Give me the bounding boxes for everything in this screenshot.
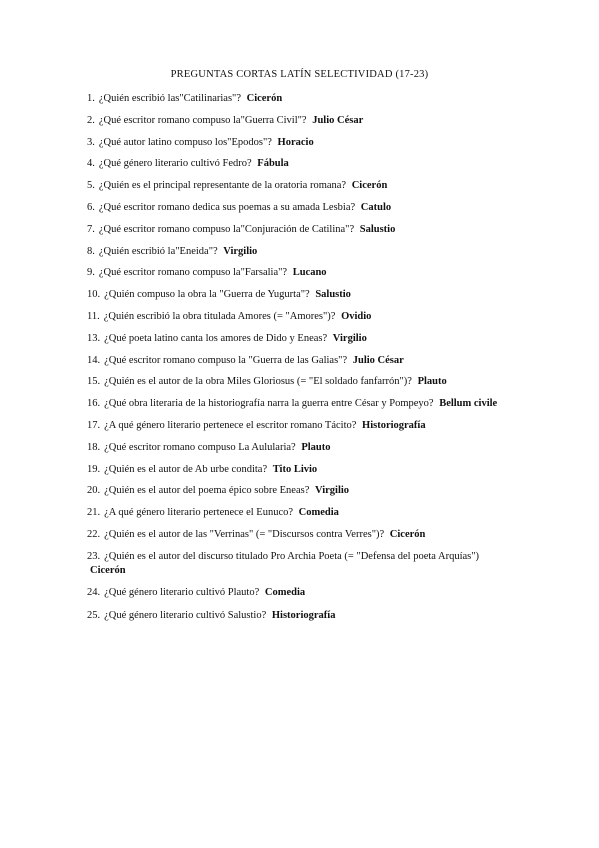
question-text: ¿Qué escritor romano dedica sus poemas a su amada Lesbia? bbox=[98, 201, 356, 213]
answer-text: Virgilio bbox=[315, 485, 350, 497]
question-item bbox=[87, 441, 517, 455]
question-item bbox=[87, 528, 517, 542]
question-text: ¿Qué género literario cultivó Salustio? bbox=[104, 609, 267, 621]
answer-text: Cicerón bbox=[351, 180, 388, 192]
answer-text: Julio César bbox=[312, 114, 364, 126]
question-item bbox=[87, 375, 517, 389]
question-number: 1. bbox=[87, 93, 95, 104]
question-number: 5. bbox=[87, 180, 95, 192]
question-text: ¿Quién es el autor del poema épico sobre Eneas? bbox=[104, 485, 310, 497]
question-text: ¿Quién compuso la obra la "Guerra de Yugurta"? bbox=[104, 289, 310, 301]
page-title: PREGUNTAS CORTAS LATÍN SELECTIVIDAD (17-23) bbox=[170, 69, 429, 80]
answer-text: Julio César bbox=[352, 354, 404, 366]
question-text: ¿Quién escribió la"Eneida"? bbox=[98, 245, 218, 257]
question-number: 23. bbox=[87, 550, 101, 562]
question-text: ¿Quién es el autor de Ab urbe condita? bbox=[104, 463, 268, 475]
question-item bbox=[87, 92, 517, 106]
answer-text: Salustio bbox=[359, 223, 396, 235]
question-number: 25. bbox=[87, 609, 101, 621]
answer-text: Tito Livio bbox=[272, 463, 318, 475]
answer-text: Comedia bbox=[298, 507, 339, 519]
question-number: 18. bbox=[87, 441, 101, 453]
question-number: 4. bbox=[87, 158, 95, 170]
answer-text: Virgilio bbox=[332, 332, 367, 344]
question-number: 20. bbox=[87, 485, 101, 497]
question-number: 16. bbox=[87, 398, 101, 410]
answer-text: Horacio bbox=[277, 136, 314, 148]
question-number: 7. bbox=[87, 223, 95, 235]
question-number: 3. bbox=[87, 136, 95, 148]
question-text: ¿Qué escritor romano compuso la "Guerra de las Galias"? bbox=[104, 354, 348, 366]
answer-text: Catulo bbox=[360, 201, 392, 213]
question-text: ¿Qué obra literaria de la historiografía narra la guerra entre César y Pompeyo? bbox=[104, 398, 434, 410]
question-item bbox=[87, 550, 517, 578]
question-number: 8. bbox=[87, 245, 95, 257]
answer-text: Cicerón bbox=[389, 528, 426, 540]
answer-text: Virgilio bbox=[223, 245, 258, 257]
question-item bbox=[87, 266, 517, 280]
question-item bbox=[87, 506, 517, 520]
question-number: 22. bbox=[87, 528, 101, 540]
question-text: ¿Qué escritor romano compuso la"Farsalia"? bbox=[98, 267, 288, 279]
question-number: 24. bbox=[87, 586, 101, 598]
question-item bbox=[87, 630, 517, 644]
answer-text: Bellum civile bbox=[439, 398, 498, 410]
question-item bbox=[87, 484, 517, 498]
question-number: 21. bbox=[87, 507, 101, 519]
question-item bbox=[87, 157, 517, 171]
question-text: ¿Qué escritor romano compuso la"Conjuración de Catilina"? bbox=[98, 223, 355, 235]
question-item bbox=[87, 223, 517, 237]
question-text: ¿Quién escribió las"Catilinarias"? bbox=[98, 93, 241, 104]
question-text: ¿Quién es el autor de las "Verrinas" (= "Discursos contra Verres")? bbox=[104, 528, 385, 540]
question-text: ¿Quién es el principal representante de la oratoria romana? bbox=[98, 180, 347, 192]
answer-text: Lucano bbox=[292, 267, 327, 279]
answer-text: Historiografía bbox=[271, 609, 336, 621]
question-item bbox=[87, 245, 517, 259]
question-text: ¿A qué género literario pertenece el escritor romano Tácito? bbox=[104, 419, 357, 431]
question-number: 2. bbox=[87, 114, 95, 126]
question-item bbox=[87, 179, 517, 193]
question-list bbox=[87, 92, 517, 652]
question-text: ¿Quién es el autor de la obra Miles Gloriosus (= "El soldado fanfarrón")? bbox=[104, 376, 412, 388]
question-number: 17. bbox=[87, 419, 101, 431]
question-text: ¿Qué autor latino compuso los"Epodos"? bbox=[98, 136, 272, 148]
question-text: ¿Qué género literario cultivó Fedro? bbox=[98, 158, 252, 170]
question-item bbox=[87, 354, 517, 368]
question-item bbox=[87, 310, 517, 324]
question-text: ¿Qué género literario cultivó Plauto? bbox=[104, 586, 260, 598]
question-item bbox=[87, 586, 517, 600]
question-item bbox=[87, 288, 517, 302]
answer-text: Fábula bbox=[257, 158, 289, 170]
question-number: 6. bbox=[87, 201, 95, 213]
question-number: 9. bbox=[87, 267, 95, 279]
question-text: ¿Quién escribió la obra titulada Amores (= "Amores")? bbox=[103, 310, 336, 322]
answer-text: Salustio bbox=[315, 289, 351, 301]
answer-text: Plauto bbox=[417, 376, 447, 388]
question-item bbox=[87, 397, 517, 411]
question-text: ¿A qué género literario pertenece el Eunuco? bbox=[104, 507, 294, 519]
question-number: 10. bbox=[87, 289, 101, 301]
question-number: 13. bbox=[87, 332, 101, 344]
question-item bbox=[87, 114, 517, 128]
question-item bbox=[87, 136, 517, 150]
answer-text: Cicerón bbox=[90, 564, 126, 576]
question-item bbox=[87, 609, 517, 623]
answer-text: Ovidio bbox=[341, 310, 372, 322]
question-item bbox=[87, 463, 517, 477]
answer-text: Cicerón bbox=[246, 93, 283, 104]
question-text: ¿Quién es el autor del discurso titulado Pro Archia Poeta (= "Defensa del poeta Arquías") bbox=[104, 550, 480, 562]
question-number: 11. bbox=[87, 310, 100, 322]
question-item bbox=[87, 419, 517, 433]
question-number: 15. bbox=[87, 376, 101, 388]
question-text: ¿Qué poeta latino canta los amores de Dido y Eneas? bbox=[104, 332, 328, 344]
question-item bbox=[87, 332, 517, 346]
answer-text: Historiografía bbox=[362, 419, 426, 431]
question-text: ¿Qué escritor romano compuso la"Guerra Civil"? bbox=[98, 114, 307, 126]
question-number: 19. bbox=[87, 463, 101, 475]
answer-text: Plauto bbox=[301, 441, 331, 453]
answer-text: Comedia bbox=[264, 586, 306, 598]
question-item bbox=[87, 201, 517, 215]
question-number: 14. bbox=[87, 354, 101, 366]
question-text: ¿Qué escritor romano compuso La Aulularia? bbox=[104, 441, 296, 453]
